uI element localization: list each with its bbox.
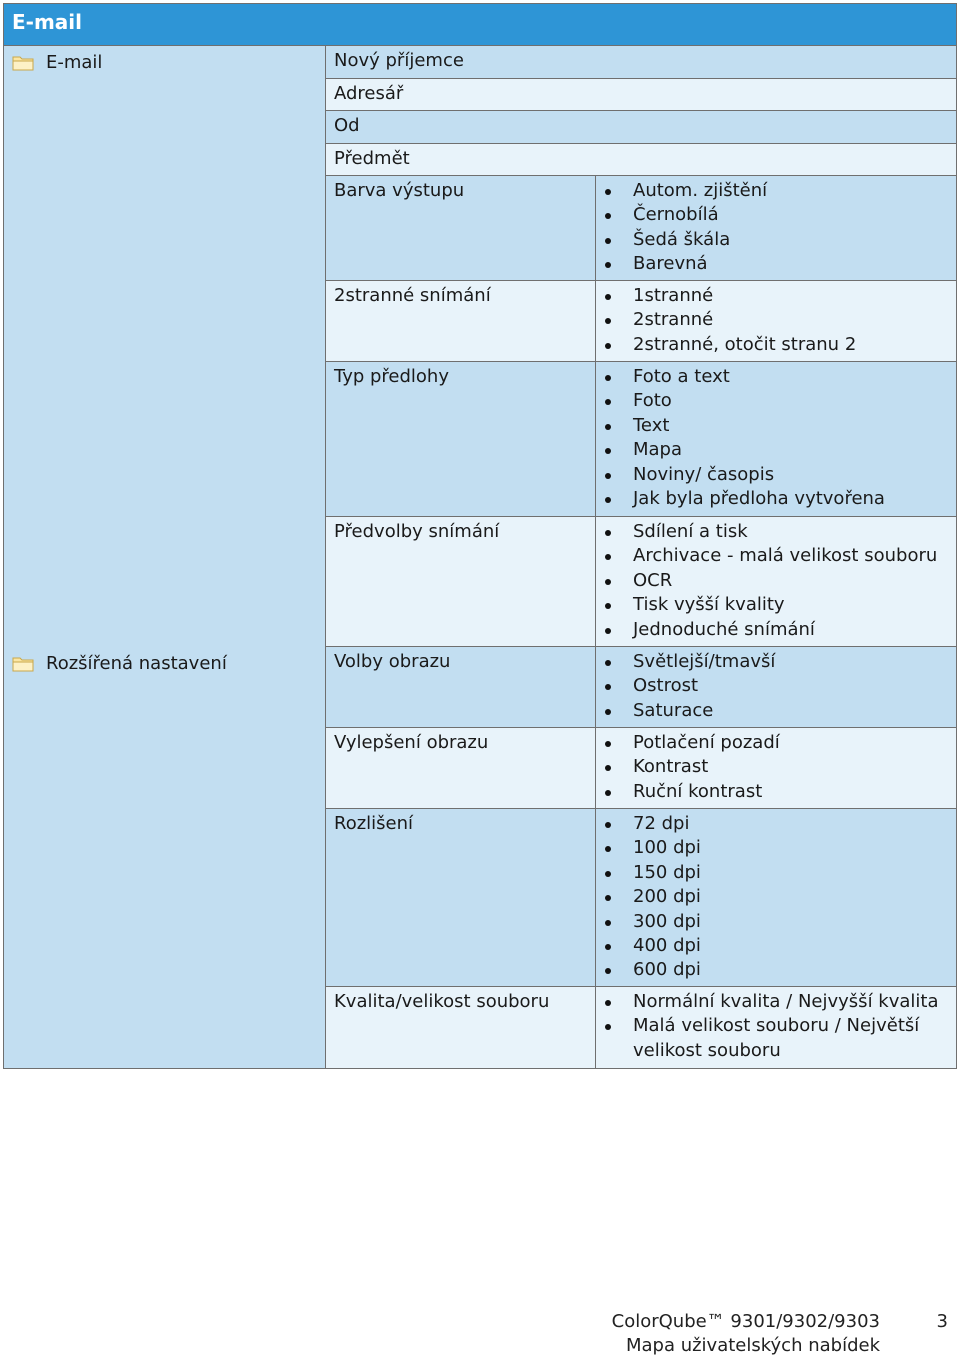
list-item: Foto [596,389,956,413]
list-item: Text [596,414,956,438]
list-item: 150 dpi [596,861,956,885]
image-enhancement-options [596,728,957,809]
folder-icon [12,54,34,71]
original-type-options [596,362,957,517]
list-item: Barevná [596,252,956,276]
list-item: Sdílení a tisk [596,520,956,544]
list-item: Jak byla předloha vytvořena [596,487,956,511]
list-item: OCR [596,569,956,593]
menu-item-subject[interactable]: Předmět [326,144,957,176]
document-subtitle: Mapa uživatelských nabídek [625,1335,880,1356]
sidebar-item-label: E-mail [46,52,103,73]
list-item: Tisk vyšší kvality [596,593,956,617]
list-item: 400 dpi [596,934,956,958]
list-item: 600 dpi [596,958,956,982]
list-item: Kontrast [596,755,956,779]
list-item: Jednoduché snímání [596,618,956,642]
menu-item-2-sided-scanning[interactable]: 2stranné snímání [326,281,596,362]
quality-file-size-options [596,987,957,1069]
page-number: 3 [936,1311,948,1332]
list-item: 1stranné [596,284,956,308]
list-item: 100 dpi [596,836,956,860]
list-item: Autom. zjištění [596,179,956,203]
list-item: Černobílá [596,203,956,227]
menu-item-scan-presets[interactable]: Předvolby snímání [326,517,596,647]
menu-item-output-color[interactable]: Barva výstupu [326,176,596,281]
list-item: Normální kvalita / Nejvyšší kvalita [596,990,956,1014]
menu-item-image-enhancement[interactable]: Vylepšení obrazu [326,728,596,809]
sidebar [4,46,326,1069]
image-options-options [596,647,957,728]
menu-item-new-recipient[interactable]: Nový příjemce [326,46,957,79]
menu-map-table [3,3,957,1069]
list-item: Šedá škála [596,228,956,252]
list-item: Foto a text [596,365,956,389]
menu-item-image-options[interactable]: Volby obrazu [326,647,596,728]
folder-icon [12,655,34,672]
list-item: 200 dpi [596,885,956,909]
list-item: Ruční kontrast [596,780,956,804]
list-item: Malá velikost souboru / Největší velikost souboru [596,1014,956,1063]
list-item: 2stranné, otočit stranu 2 [596,333,956,357]
product-name: ColorQube™ 9301/9302/9303 [611,1311,880,1332]
menu-item-address-book[interactable]: Adresář [326,79,957,111]
page-title: E-mail [4,4,957,46]
scan-presets-options [596,517,957,647]
list-item: Ostrost [596,674,956,698]
list-item: Saturace [596,699,956,723]
2-sided-scanning-options [596,281,957,362]
menu-item-from[interactable]: Od [326,111,957,144]
list-item: 72 dpi [596,812,956,836]
menu-item-resolution[interactable]: Rozlišení [326,809,596,987]
resolution-options [596,809,957,987]
list-item: Potlačení pozadí [596,731,956,755]
list-item: 300 dpi [596,910,956,934]
list-item: 2stranné [596,308,956,332]
sidebar-item-email[interactable] [12,52,102,73]
menu-item-original-type[interactable]: Typ předlohy [326,362,596,517]
list-item: Mapa [596,438,956,462]
list-item: Světlejší/tmavší [596,650,956,674]
sidebar-item-advanced-settings[interactable] [12,653,227,674]
menu-item-quality-file-size[interactable]: Kvalita/velikost souboru [326,987,596,1069]
sidebar-item-label: Rozšířená nastavení [46,653,227,674]
output-color-options [596,176,957,281]
list-item: Noviny/ časopis [596,463,956,487]
list-item: Archivace - malá velikost souboru [596,544,956,568]
